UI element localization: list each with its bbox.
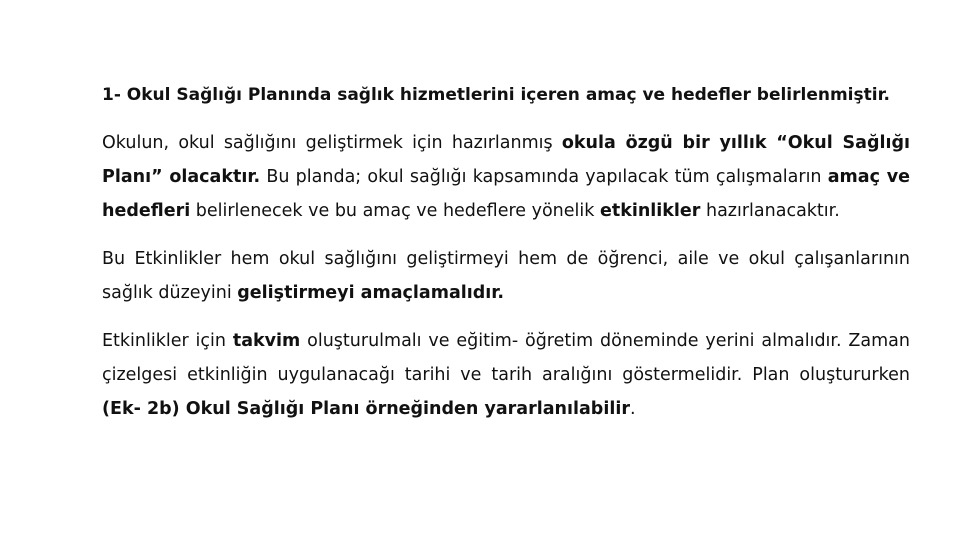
p1-text-2: Bu planda; okul sağlığı kapsamında yapılacak tüm çalışmaların	[260, 167, 828, 187]
p3-text-3: .	[629, 399, 636, 419]
p3-text-2: oluşturulmalı ve eğitim- öğretim döneminde yerini almalıdır. Zaman çizelgesi etkinliğin uygulanacağı tarihi ve tarih aralığını göstermelidir. Plan oluştururken	[102, 331, 910, 385]
p1-text-4: hazırlanacaktır.	[700, 201, 840, 221]
p1-bold-1: okula özgü bir yıllık “Okul Sağlığı Planı” olacaktır.	[102, 133, 910, 187]
p3-bold-2: (Ek- 2b) Okul Sağlığı Planı örneğinden yararlanılabilir	[102, 399, 630, 419]
heading: 1- Okul Sağlığı Planında sağlık hizmetlerini içeren amaç ve hedefler belirlenmiştir.	[102, 85, 891, 105]
slide-content	[102, 78, 910, 440]
p3-bold-1: takvim	[232, 331, 301, 351]
p2-text-1: Bu Etkinlikler hem okul sağlığını geliştirmeyi hem de öğrenci, aile ve okul çalışanlarının sağlık düzeyini	[102, 249, 910, 303]
paragraph-okul-sagligi-plani	[102, 126, 910, 228]
paragraph-takvim	[102, 324, 910, 426]
p1-bold-2: amaç ve hedefleri	[102, 167, 910, 221]
p1-bold-3: etkinlikler	[599, 201, 701, 221]
paragraph-etkinlikler	[102, 242, 910, 310]
p3-text-1: Etkinlikler için	[102, 331, 233, 351]
p2-bold-1: geliştirmeyi amaçlamalıdır.	[237, 283, 505, 303]
p1-text-1: Okulun, okul sağlığını geliştirmek için hazırlanmış	[102, 133, 562, 153]
p1-text-3: belirlenecek ve bu amaç ve hedeflere yönelik	[190, 201, 600, 221]
